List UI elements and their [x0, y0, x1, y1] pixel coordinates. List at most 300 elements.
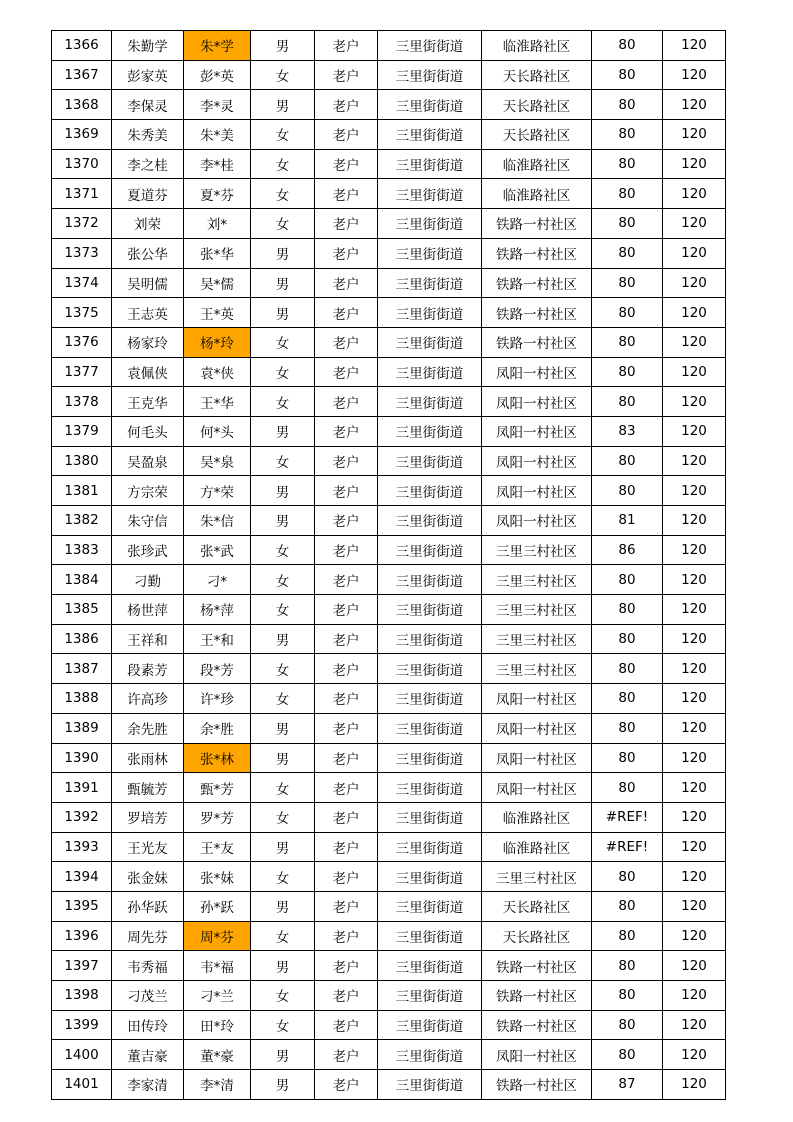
household-type-cell: 老户 — [315, 209, 378, 239]
household-type-cell: 老户 — [315, 238, 378, 268]
amount-cell: 120 — [663, 60, 726, 90]
street-cell: 三里街街道 — [378, 90, 482, 120]
id-cell: 1370 — [52, 149, 112, 179]
community-cell: 三里三村社区 — [482, 535, 592, 565]
household-type-cell: 老户 — [315, 595, 378, 625]
name-cell: 夏道芬 — [112, 179, 184, 209]
community-cell: 凤阳一村社区 — [482, 387, 592, 417]
id-cell: 1392 — [52, 802, 112, 832]
id-cell: 1366 — [52, 31, 112, 61]
masked-name-cell: 刁* — [184, 565, 251, 595]
score-cell: 80 — [592, 921, 663, 951]
masked-name-cell: 李*灵 — [184, 90, 251, 120]
gender-cell: 男 — [251, 743, 315, 773]
gender-cell: 男 — [251, 624, 315, 654]
masked-name-cell: 甄*芳 — [184, 773, 251, 803]
street-cell: 三里街街道 — [378, 1040, 482, 1070]
community-cell: 天长路社区 — [482, 891, 592, 921]
name-cell: 王克华 — [112, 387, 184, 417]
table-row — [52, 90, 726, 120]
community-cell: 临淮路社区 — [482, 802, 592, 832]
household-type-cell: 老户 — [315, 654, 378, 684]
street-cell: 三里街街道 — [378, 149, 482, 179]
street-cell: 三里街街道 — [378, 773, 482, 803]
street-cell: 三里街街道 — [378, 387, 482, 417]
id-cell: 1390 — [52, 743, 112, 773]
household-type-cell: 老户 — [315, 446, 378, 476]
amount-cell: 120 — [663, 298, 726, 328]
gender-cell: 女 — [251, 387, 315, 417]
id-cell: 1393 — [52, 832, 112, 862]
household-type-cell: 老户 — [315, 149, 378, 179]
amount-cell: 120 — [663, 416, 726, 446]
table-row — [52, 416, 726, 446]
score-cell: 80 — [592, 713, 663, 743]
gender-cell: 女 — [251, 921, 315, 951]
community-cell: 铁路一村社区 — [482, 298, 592, 328]
table-row — [52, 476, 726, 506]
street-cell: 三里街街道 — [378, 624, 482, 654]
masked-name-cell: 吴*泉 — [184, 446, 251, 476]
masked-name-cell: 许*珍 — [184, 684, 251, 714]
gender-cell: 女 — [251, 981, 315, 1011]
amount-cell: 120 — [663, 31, 726, 61]
score-cell: 80 — [592, 268, 663, 298]
gender-cell: 男 — [251, 506, 315, 536]
id-cell: 1372 — [52, 209, 112, 239]
amount-cell: 120 — [663, 506, 726, 536]
score-cell: 80 — [592, 743, 663, 773]
community-cell: 临淮路社区 — [482, 832, 592, 862]
table-row — [52, 743, 726, 773]
gender-cell: 男 — [251, 832, 315, 862]
name-cell: 王光友 — [112, 832, 184, 862]
score-cell: 80 — [592, 951, 663, 981]
score-cell: 80 — [592, 684, 663, 714]
household-type-cell: 老户 — [315, 120, 378, 150]
amount-cell: 120 — [663, 1040, 726, 1070]
street-cell: 三里街街道 — [378, 921, 482, 951]
score-cell: 80 — [592, 298, 663, 328]
name-cell: 朱勤学 — [112, 31, 184, 61]
street-cell: 三里街街道 — [378, 476, 482, 506]
household-type-cell: 老户 — [315, 624, 378, 654]
table-row — [52, 506, 726, 536]
street-cell: 三里街街道 — [378, 238, 482, 268]
household-type-cell: 老户 — [315, 387, 378, 417]
community-cell: 凤阳一村社区 — [482, 506, 592, 536]
masked-name-cell: 董*豪 — [184, 1040, 251, 1070]
name-cell: 罗培芳 — [112, 802, 184, 832]
community-cell: 临淮路社区 — [482, 149, 592, 179]
table-row — [52, 149, 726, 179]
id-cell: 1374 — [52, 268, 112, 298]
id-cell: 1388 — [52, 684, 112, 714]
gender-cell: 女 — [251, 802, 315, 832]
household-type-cell: 老户 — [315, 862, 378, 892]
gender-cell: 男 — [251, 1040, 315, 1070]
amount-cell: 120 — [663, 951, 726, 981]
masked-name-cell: 朱*美 — [184, 120, 251, 150]
gender-cell: 女 — [251, 565, 315, 595]
gender-cell: 女 — [251, 773, 315, 803]
name-cell: 张雨林 — [112, 743, 184, 773]
score-cell: 80 — [592, 179, 663, 209]
gender-cell: 女 — [251, 209, 315, 239]
amount-cell: 120 — [663, 446, 726, 476]
table-row — [52, 654, 726, 684]
household-type-cell: 老户 — [315, 802, 378, 832]
masked-name-cell: 张*武 — [184, 535, 251, 565]
id-cell: 1373 — [52, 238, 112, 268]
id-cell: 1379 — [52, 416, 112, 446]
household-type-cell: 老户 — [315, 416, 378, 446]
household-type-cell: 老户 — [315, 891, 378, 921]
table-row — [52, 298, 726, 328]
name-cell: 方宗荣 — [112, 476, 184, 506]
name-cell: 李之桂 — [112, 149, 184, 179]
id-cell: 1401 — [52, 1070, 112, 1100]
gender-cell: 男 — [251, 951, 315, 981]
score-cell: 80 — [592, 238, 663, 268]
masked-name-cell: 周*芬 — [184, 921, 251, 951]
community-cell: 铁路一村社区 — [482, 1070, 592, 1100]
community-cell: 天长路社区 — [482, 120, 592, 150]
amount-cell: 120 — [663, 535, 726, 565]
table-row — [52, 357, 726, 387]
gender-cell: 女 — [251, 357, 315, 387]
household-type-cell: 老户 — [315, 684, 378, 714]
score-cell: 80 — [592, 862, 663, 892]
gender-cell: 男 — [251, 476, 315, 506]
name-cell: 韦秀福 — [112, 951, 184, 981]
community-cell: 凤阳一村社区 — [482, 446, 592, 476]
amount-cell: 120 — [663, 1070, 726, 1100]
table-row — [52, 1010, 726, 1040]
score-cell: 80 — [592, 90, 663, 120]
id-cell: 1394 — [52, 862, 112, 892]
name-cell: 刁勤 — [112, 565, 184, 595]
score-cell: 83 — [592, 416, 663, 446]
name-cell: 杨世萍 — [112, 595, 184, 625]
amount-cell: 120 — [663, 595, 726, 625]
gender-cell: 女 — [251, 446, 315, 476]
id-cell: 1391 — [52, 773, 112, 803]
amount-cell: 120 — [663, 713, 726, 743]
household-type-cell: 老户 — [315, 981, 378, 1011]
table-row — [52, 268, 726, 298]
community-cell: 凤阳一村社区 — [482, 476, 592, 506]
gender-cell: 男 — [251, 891, 315, 921]
amount-cell: 120 — [663, 120, 726, 150]
score-cell: 80 — [592, 773, 663, 803]
street-cell: 三里街街道 — [378, 802, 482, 832]
masked-name-cell: 田*玲 — [184, 1010, 251, 1040]
community-cell: 凤阳一村社区 — [482, 743, 592, 773]
household-type-cell: 老户 — [315, 476, 378, 506]
id-cell: 1389 — [52, 713, 112, 743]
table-row — [52, 921, 726, 951]
amount-cell: 120 — [663, 268, 726, 298]
table-row — [52, 120, 726, 150]
gender-cell: 男 — [251, 238, 315, 268]
street-cell: 三里街街道 — [378, 832, 482, 862]
score-cell: 80 — [592, 60, 663, 90]
household-type-cell: 老户 — [315, 713, 378, 743]
community-cell: 天长路社区 — [482, 921, 592, 951]
household-type-cell: 老户 — [315, 31, 378, 61]
street-cell: 三里街街道 — [378, 446, 482, 476]
id-cell: 1385 — [52, 595, 112, 625]
household-type-cell: 老户 — [315, 327, 378, 357]
community-cell: 铁路一村社区 — [482, 981, 592, 1011]
gender-cell: 男 — [251, 298, 315, 328]
masked-name-cell: 王*华 — [184, 387, 251, 417]
amount-cell: 120 — [663, 802, 726, 832]
amount-cell: 120 — [663, 624, 726, 654]
score-cell: 80 — [592, 654, 663, 684]
gender-cell: 男 — [251, 713, 315, 743]
id-cell: 1399 — [52, 1010, 112, 1040]
community-cell: 凤阳一村社区 — [482, 713, 592, 743]
table-row — [52, 327, 726, 357]
score-cell: 80 — [592, 1040, 663, 1070]
amount-cell: 120 — [663, 862, 726, 892]
name-cell: 王祥和 — [112, 624, 184, 654]
name-cell: 彭家英 — [112, 60, 184, 90]
id-cell: 1383 — [52, 535, 112, 565]
score-cell: 80 — [592, 624, 663, 654]
score-cell: 80 — [592, 120, 663, 150]
name-cell: 李保灵 — [112, 90, 184, 120]
gender-cell: 男 — [251, 90, 315, 120]
community-cell: 三里三村社区 — [482, 654, 592, 684]
gender-cell: 男 — [251, 31, 315, 61]
table-row — [52, 1070, 726, 1100]
id-cell: 1369 — [52, 120, 112, 150]
community-cell: 凤阳一村社区 — [482, 416, 592, 446]
id-cell: 1382 — [52, 506, 112, 536]
gender-cell: 女 — [251, 327, 315, 357]
household-type-cell: 老户 — [315, 773, 378, 803]
name-cell: 吴明儒 — [112, 268, 184, 298]
table-row — [52, 565, 726, 595]
name-cell: 吴盈泉 — [112, 446, 184, 476]
id-cell: 1395 — [52, 891, 112, 921]
masked-name-cell: 韦*福 — [184, 951, 251, 981]
community-cell: 铁路一村社区 — [482, 951, 592, 981]
score-cell: #REF! — [592, 832, 663, 862]
id-cell: 1384 — [52, 565, 112, 595]
masked-name-cell: 段*芳 — [184, 654, 251, 684]
gender-cell: 男 — [251, 268, 315, 298]
amount-cell: 120 — [663, 149, 726, 179]
community-cell: 凤阳一村社区 — [482, 773, 592, 803]
score-cell: 80 — [592, 891, 663, 921]
name-cell: 朱守信 — [112, 506, 184, 536]
name-cell: 甄毓芳 — [112, 773, 184, 803]
gender-cell: 女 — [251, 535, 315, 565]
masked-name-cell: 李*清 — [184, 1070, 251, 1100]
name-cell: 刘荣 — [112, 209, 184, 239]
street-cell: 三里街街道 — [378, 357, 482, 387]
name-cell: 王志英 — [112, 298, 184, 328]
name-cell: 周先芬 — [112, 921, 184, 951]
masked-name-cell: 彭*英 — [184, 60, 251, 90]
household-type-cell: 老户 — [315, 1040, 378, 1070]
name-cell: 刁茂兰 — [112, 981, 184, 1011]
amount-cell: 120 — [663, 476, 726, 506]
table-row — [52, 684, 726, 714]
community-cell: 天长路社区 — [482, 90, 592, 120]
community-cell: 铁路一村社区 — [482, 238, 592, 268]
name-cell: 段素芳 — [112, 654, 184, 684]
score-cell: 80 — [592, 31, 663, 61]
id-cell: 1371 — [52, 179, 112, 209]
community-cell: 铁路一村社区 — [482, 1010, 592, 1040]
household-type-cell: 老户 — [315, 743, 378, 773]
id-cell: 1376 — [52, 327, 112, 357]
masked-name-cell: 朱*学 — [184, 31, 251, 61]
score-cell: #REF! — [592, 802, 663, 832]
amount-cell: 120 — [663, 773, 726, 803]
table-row — [52, 60, 726, 90]
amount-cell: 120 — [663, 327, 726, 357]
masked-name-cell: 王*友 — [184, 832, 251, 862]
gender-cell: 女 — [251, 179, 315, 209]
community-cell: 天长路社区 — [482, 60, 592, 90]
street-cell: 三里街街道 — [378, 565, 482, 595]
masked-name-cell: 吴*儒 — [184, 268, 251, 298]
gender-cell: 女 — [251, 149, 315, 179]
community-cell: 临淮路社区 — [482, 31, 592, 61]
community-cell: 三里三村社区 — [482, 624, 592, 654]
household-type-cell: 老户 — [315, 298, 378, 328]
gender-cell: 女 — [251, 684, 315, 714]
amount-cell: 120 — [663, 684, 726, 714]
id-cell: 1368 — [52, 90, 112, 120]
household-type-cell: 老户 — [315, 832, 378, 862]
table-row — [52, 387, 726, 417]
id-cell: 1380 — [52, 446, 112, 476]
household-type-cell: 老户 — [315, 268, 378, 298]
household-type-cell: 老户 — [315, 506, 378, 536]
masked-name-cell: 余*胜 — [184, 713, 251, 743]
id-cell: 1386 — [52, 624, 112, 654]
score-cell: 80 — [592, 327, 663, 357]
household-type-cell: 老户 — [315, 921, 378, 951]
amount-cell: 120 — [663, 654, 726, 684]
community-cell: 凤阳一村社区 — [482, 1040, 592, 1070]
name-cell: 何毛头 — [112, 416, 184, 446]
table-row — [52, 31, 726, 61]
id-cell: 1378 — [52, 387, 112, 417]
table-row — [52, 713, 726, 743]
street-cell: 三里街街道 — [378, 684, 482, 714]
name-cell: 张公华 — [112, 238, 184, 268]
street-cell: 三里街街道 — [378, 654, 482, 684]
community-cell: 三里三村社区 — [482, 565, 592, 595]
table-body — [52, 31, 726, 1100]
street-cell: 三里街街道 — [378, 1010, 482, 1040]
household-type-cell: 老户 — [315, 60, 378, 90]
street-cell: 三里街街道 — [378, 951, 482, 981]
amount-cell: 120 — [663, 832, 726, 862]
masked-name-cell: 刘* — [184, 209, 251, 239]
name-cell: 孙华跃 — [112, 891, 184, 921]
table-row — [52, 891, 726, 921]
score-cell: 80 — [592, 357, 663, 387]
name-cell: 杨家玲 — [112, 327, 184, 357]
table-row — [52, 595, 726, 625]
score-cell: 80 — [592, 476, 663, 506]
table-row — [52, 535, 726, 565]
score-cell: 80 — [592, 595, 663, 625]
masked-name-cell: 李*桂 — [184, 149, 251, 179]
household-type-cell: 老户 — [315, 1070, 378, 1100]
household-type-cell: 老户 — [315, 179, 378, 209]
amount-cell: 120 — [663, 891, 726, 921]
id-cell: 1396 — [52, 921, 112, 951]
score-cell: 87 — [592, 1070, 663, 1100]
id-cell: 1377 — [52, 357, 112, 387]
amount-cell: 120 — [663, 387, 726, 417]
masked-name-cell: 杨*萍 — [184, 595, 251, 625]
community-cell: 临淮路社区 — [482, 179, 592, 209]
name-cell: 朱秀美 — [112, 120, 184, 150]
amount-cell: 120 — [663, 743, 726, 773]
table-row — [52, 624, 726, 654]
amount-cell: 120 — [663, 238, 726, 268]
street-cell: 三里街街道 — [378, 891, 482, 921]
id-cell: 1398 — [52, 981, 112, 1011]
amount-cell: 120 — [663, 1010, 726, 1040]
street-cell: 三里街街道 — [378, 60, 482, 90]
gender-cell: 女 — [251, 862, 315, 892]
masked-name-cell: 方*荣 — [184, 476, 251, 506]
id-cell: 1400 — [52, 1040, 112, 1070]
data-table — [51, 30, 726, 1100]
community-cell: 铁路一村社区 — [482, 327, 592, 357]
name-cell: 张金妹 — [112, 862, 184, 892]
name-cell: 袁佩侠 — [112, 357, 184, 387]
table-row — [52, 862, 726, 892]
street-cell: 三里街街道 — [378, 713, 482, 743]
table-row — [52, 238, 726, 268]
household-type-cell: 老户 — [315, 357, 378, 387]
table-row — [52, 179, 726, 209]
table-row — [52, 802, 726, 832]
gender-cell: 女 — [251, 1010, 315, 1040]
score-cell: 80 — [592, 387, 663, 417]
amount-cell: 120 — [663, 357, 726, 387]
name-cell: 张珍武 — [112, 535, 184, 565]
id-cell: 1367 — [52, 60, 112, 90]
gender-cell: 男 — [251, 1070, 315, 1100]
name-cell: 许高珍 — [112, 684, 184, 714]
community-cell: 凤阳一村社区 — [482, 684, 592, 714]
score-cell: 80 — [592, 565, 663, 595]
table-row — [52, 446, 726, 476]
table-row — [52, 1040, 726, 1070]
community-cell: 铁路一村社区 — [482, 268, 592, 298]
amount-cell: 120 — [663, 209, 726, 239]
name-cell: 董吉豪 — [112, 1040, 184, 1070]
table-row — [52, 981, 726, 1011]
household-type-cell: 老户 — [315, 951, 378, 981]
amount-cell: 120 — [663, 981, 726, 1011]
masked-name-cell: 刁*兰 — [184, 981, 251, 1011]
